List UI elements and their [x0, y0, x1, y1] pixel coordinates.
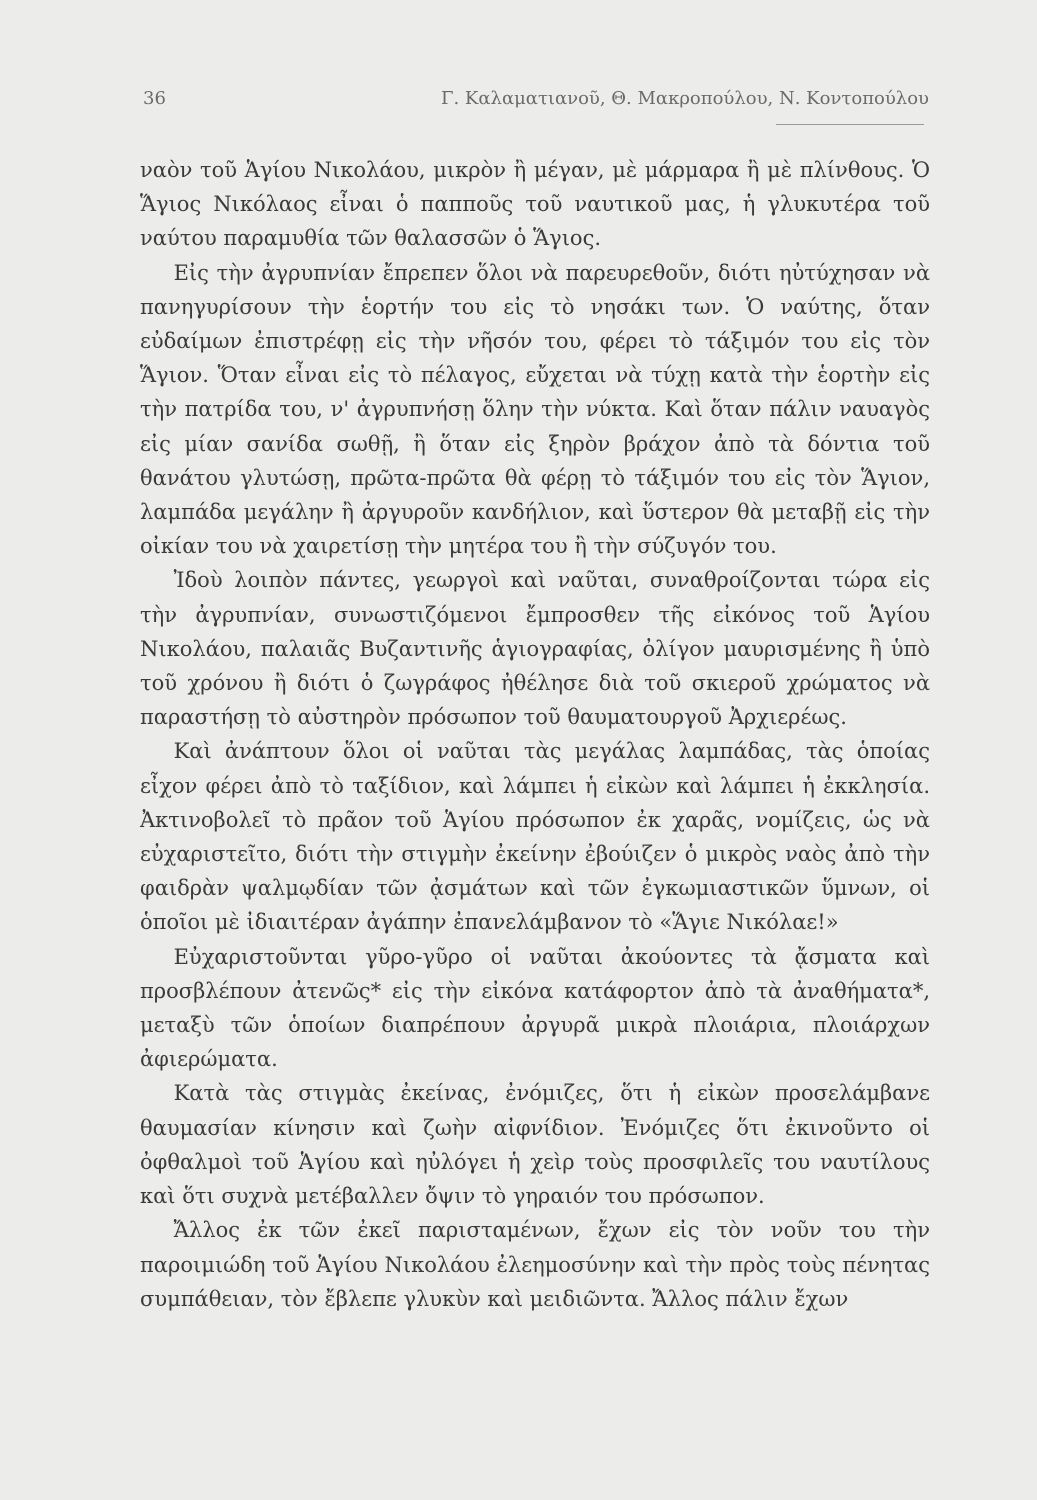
header-rule: [776, 124, 924, 125]
paragraph: Ἰδοὺ λοιπὸν πάντες, γεωργοὶ καὶ ναῦται, συναθροίζονται τώρα εἰς τὴν ἀγρυπνίαν, συνωστιζόμενοι ἔμπροσθεν τῆς εἰκόνος τοῦ Ἁγίου Νικολάου, παλαιᾶς Βυζαντινῆς ἁγιογραφίας, ὀλίγον μαυρισμένης ἢ ὑπὸ τοῦ χρόνου ἢ διότι ὁ ζωγράφος ἠθέλησε διὰ τοῦ σκιεροῦ χρώματος νὰ παραστήσῃ τὸ αὐστηρὸν πρόσωπον τοῦ θαυματουργοῦ Ἀρχιερέως.: [140, 568, 930, 730]
paragraph: Ἄλλος ἐκ τῶν ἐκεῖ παρισταμένων, ἔχων εἰς τὸν νοῦν του τὴν παροιμιώδη τοῦ Ἁγίου Νικολάου ἐλεημοσύνην καὶ τὴν πρὸς τοὺς πένητας συμπάθειαν, τὸν ἔβλεπε γλυκὺν καὶ μειδιῶντα. Ἄλλος πάλιν ἔχων: [140, 1218, 930, 1311]
paragraph: Εὐχαριστοῦνται γῦρο-γῦρο οἱ ναῦται ἀκούοντες τὰ ᾄσματα καὶ προσβλέπουν ἀτενῶς* εἰς τὴν εἰκόνα κατάφορτον ἀπὸ τὰ ἀναθήματα*, μεταξὺ τῶν ὁποίων διαπρέπουν ἀργυρᾶ μικρὰ πλοιάρια, πλοιάρχων ἀφιερώματα.: [140, 944, 930, 1072]
paragraph: Εἰς τὴν ἀγρυπνίαν ἔπρεπεν ὅλοι νὰ παρευρεθοῦν, διότι ηὐτύχησαν νὰ πανηγυρίσουν τὴν ἑορτήν του εἰς τὸ νησάκι των. Ὁ ναύτης, ὅταν εὐδαίμων ἐπιστρέφῃ εἰς τὴν νῆσόν του, φέρει τὸ τάξιμόν του εἰς τὸν Ἅγιον. Ὅταν εἶναι εἰς τὸ πέλαγος, εὔχεται νὰ τύχῃ κατὰ τὴν ἑορτὴν εἰς τὴν πατρίδα του, ν' ἀγρυπνήσῃ ὅλην τὴν νύκτα. Καὶ ὅταν πάλιν ναυαγὸς εἰς μίαν σανίδα σωθῇ, ἢ ὅταν εἰς ξηρὸν βράχον ἀπὸ τὰ δόντια τοῦ θανάτου γλυτώσῃ, πρῶτα-πρῶτα θὰ φέρῃ τὸ τάξιμόν του εἰς τὸν Ἅγιον, λαμπάδα μεγάλην ἢ ἀργυροῦν κανδήλιον, καὶ ὕστερον θὰ μεταβῇ εἰς τὴν οἰκίαν του νὰ χαιρετίσῃ τὴν μητέρα του ἢ τὴν σύζυγόν του.: [140, 260, 930, 559]
page-number: 36: [143, 88, 166, 109]
body-text: [140, 153, 930, 1316]
paragraph: Κατὰ τὰς στιγμὰς ἐκείνας, ἐνόμιζες, ὅτι ἡ εἰκὼν προσελάμβανε θαυμασίαν κίνησιν καὶ ζωὴν αἰφνίδιον. Ἐνόμιζες ὅτι ἐκινοῦντο οἱ ὀφθαλμοὶ τοῦ Ἁγίου καὶ ηὐλόγει ἡ χεὶρ τοὺς προσφιλεῖς του ναυτίλους καὶ ὅτι συχνὰ μετέβαλλεν ὄψιν τὸ γηραιόν του πρόσωπον.: [140, 1081, 930, 1209]
running-header: [143, 88, 929, 109]
paragraph: Καὶ ἀνάπτουν ὅλοι οἱ ναῦται τὰς μεγάλας λαμπάδας, τὰς ὁποίας εἶχον φέρει ἀπὸ τὸ ταξίδιον, καὶ λάμπει ἡ εἰκὼν καὶ λάμπει ἡ ἐκκλησία. Ἀκτινοβολεῖ τὸ πρᾶον τοῦ Ἁγίου πρόσωπον ἐκ χαρᾶς, νομίζεις, ὡς νὰ εὐχαριστεῖτο, διότι τὴν στιγμὴν ἐκείνην ἐβούιζεν ὁ μικρὸς ναὸς ἀπὸ τὴν φαιδρὰν ψαλμῳδίαν τῶν ᾀσμάτων καὶ τῶν ἐγκωμιαστικῶν ὕμνων, οἱ ὁποῖοι μὲ ἰδιαιτέραν ἀγάπην ἐπανελάμβανον τὸ «Ἅγιε Νικόλαε!»: [140, 739, 930, 935]
paragraph: ναὸν τοῦ Ἁγίου Νικολάου, μικρὸν ἢ μέγαν, μὲ μάρμαρα ἢ μὲ πλίνθους. Ὁ Ἅγιος Νικόλαος εἶναι ὁ παπποῦς τοῦ ναυτικοῦ μας, ἡ γλυκυτέρα τοῦ ναύτου παραμυθία τῶν θαλασσῶν ὁ Ἅγιος.: [140, 158, 930, 251]
running-title: Γ. Καλαματιανοῦ, Θ. Μακροπούλου, Ν. Κοντοπούλου: [441, 88, 929, 109]
